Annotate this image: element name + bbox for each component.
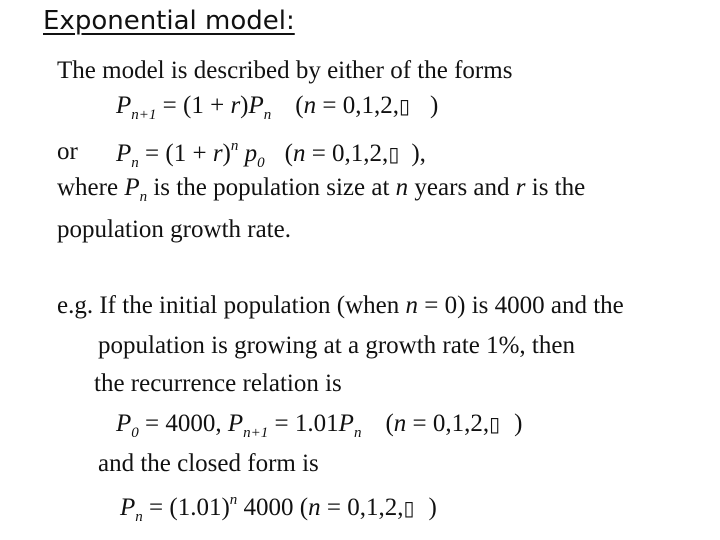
formula-subscript: n (263, 107, 272, 123)
formula-symbol: n (292, 140, 306, 167)
formula-symbol: P (120, 494, 136, 521)
formula-text: = (1 + (138, 140, 213, 167)
formula-symbol: p (244, 140, 258, 167)
example-closed-formula (120, 492, 437, 526)
where-text: is the population size at (147, 174, 396, 201)
formula-text: ( (385, 410, 394, 437)
closed-formula (116, 138, 426, 172)
formula-symbol: P (248, 92, 264, 119)
missing-glyph-box: ▯ (388, 142, 400, 166)
formula-superscript: n (229, 492, 238, 508)
formula-text: = 4000, (138, 410, 228, 437)
formula-symbol: n (393, 410, 407, 437)
formula-text: = 0,1,2, (320, 494, 404, 521)
formula-symbol: P (124, 174, 140, 201)
formula-subscript: n (131, 155, 139, 171)
formula-subscript: 0 (131, 425, 139, 441)
where-text: is the (525, 174, 586, 201)
formula-subscript: n (135, 509, 143, 525)
slide-title: Exponential model: (43, 6, 295, 36)
example-text: = 0) is 4000 and the (418, 292, 624, 319)
formula-symbol: P (116, 140, 132, 167)
formula-text: ( (284, 140, 293, 167)
formula-symbol: P (338, 410, 354, 437)
formula-text: ) (240, 92, 249, 119)
formula-text: ), (411, 140, 426, 167)
formula-symbol: n (395, 174, 409, 201)
where-line (57, 174, 585, 206)
missing-glyph-box: ▯ (398, 94, 410, 118)
example-recurrence-formula (116, 410, 522, 442)
formula-text: = 1.01 (268, 410, 339, 437)
formula-subscript: n (353, 425, 362, 441)
formula-text: = 0,1,2, (305, 140, 389, 167)
formula-symbol: n (308, 494, 321, 521)
formula-text: ) (514, 410, 523, 437)
formula-text: ) (428, 494, 437, 521)
formula-subscript: n+1 (243, 425, 269, 441)
intro-text: The model is described by either of the forms (57, 57, 513, 84)
formula-symbol: P (227, 410, 244, 437)
formula-symbol: n (405, 292, 419, 319)
formula-symbol: P (116, 92, 132, 119)
formula-symbol: r (515, 174, 526, 201)
formula-symbol: n (303, 92, 317, 119)
example-line-1 (57, 292, 624, 320)
example-line-2: population is growing at a growth rate 1%, then (98, 332, 575, 359)
formula-symbol: r (212, 140, 223, 167)
missing-glyph-box: ▯ (489, 412, 501, 436)
formula-text: ( (299, 494, 309, 521)
formula-text: ( (295, 92, 304, 119)
or-word: or (57, 138, 78, 165)
formula-symbol: P (116, 410, 132, 437)
example-text: e.g. If the initial population (when (57, 292, 406, 319)
where-text: where (57, 174, 125, 201)
formula-text: = 0,1,2, (406, 410, 490, 437)
formula-text: ) (429, 92, 439, 119)
example-line-3: the recurrence relation is (94, 370, 342, 397)
formula-subscript: n+1 (131, 107, 157, 123)
formula-text: 4000 (237, 494, 300, 521)
where-text: years and (408, 174, 516, 201)
where-line-2: population growth rate. (57, 216, 291, 243)
recurrence-formula (116, 92, 438, 124)
formula-superscript: n (230, 138, 239, 154)
formula-text: = (1.01) (142, 494, 230, 521)
formula-text: = (1 + (156, 92, 231, 119)
formula-text: ) (222, 140, 231, 167)
formula-symbol: r (230, 92, 241, 119)
closed-form-label: and the closed form is (98, 450, 319, 477)
formula-text: = 0,1,2, (316, 92, 399, 119)
formula-subscript: n (139, 189, 148, 205)
missing-glyph-box: ▯ (403, 496, 415, 520)
formula-subscript: 0 (257, 155, 265, 171)
